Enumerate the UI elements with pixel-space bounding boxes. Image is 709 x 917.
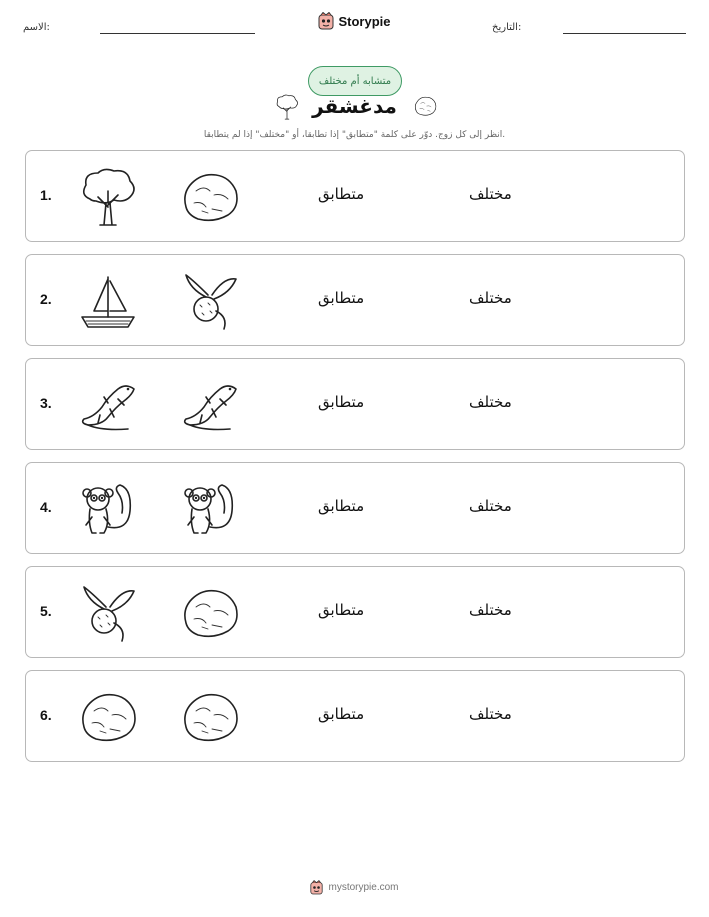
rock-icon <box>180 167 240 227</box>
question-row <box>25 670 685 762</box>
lizard-icon <box>180 375 240 435</box>
different-option[interactable]: مختلف <box>469 289 512 307</box>
lemur-icon <box>78 479 138 539</box>
different-option[interactable]: مختلف <box>469 393 512 411</box>
different-option[interactable]: مختلف <box>469 185 512 203</box>
question-row <box>25 358 685 450</box>
brand-name: Storypie <box>338 13 391 29</box>
lizard-icon <box>78 375 138 435</box>
rock-icon <box>412 92 438 120</box>
lychee-icon <box>78 583 138 643</box>
question-row <box>25 254 685 346</box>
question-row <box>25 566 685 658</box>
date-label: التاريخ: <box>492 22 522 33</box>
question-number: 3. <box>40 395 52 411</box>
same-option[interactable]: متطابق <box>318 393 365 411</box>
storypie-logo-icon <box>318 12 334 30</box>
different-option[interactable]: مختلف <box>469 601 512 619</box>
question-number: 2. <box>40 291 52 307</box>
question-row <box>25 150 685 242</box>
lychee-icon <box>180 271 240 331</box>
same-option[interactable]: متطابق <box>318 497 365 515</box>
rock-icon <box>180 687 240 747</box>
date-line[interactable] <box>563 33 686 34</box>
question-number: 6. <box>40 707 52 723</box>
tree-icon <box>78 167 138 227</box>
different-option[interactable]: مختلف <box>469 497 512 515</box>
same-option[interactable]: متطابق <box>318 601 365 619</box>
same-option[interactable]: متطابق <box>318 185 365 203</box>
different-option[interactable]: مختلف <box>469 705 512 723</box>
question-number: 1. <box>40 187 52 203</box>
same-option[interactable]: متطابق <box>318 705 365 723</box>
sailboat-icon <box>78 271 138 331</box>
same-option[interactable]: متطابق <box>318 289 365 307</box>
name-label: الاسم: <box>23 22 50 33</box>
instructions: انظر إلى كل زوج. دوّر على كلمة "متطابق" إذا تطابقا، أو "مختلف" إذا لم يتطابقا. <box>203 130 506 140</box>
question-row <box>25 462 685 554</box>
worksheet-type-badge: متشابه أم مختلف <box>308 66 402 96</box>
name-line[interactable] <box>100 33 255 34</box>
footer <box>0 880 709 895</box>
title-row <box>0 90 709 126</box>
lemur-icon <box>180 479 240 539</box>
brand-header <box>0 12 709 30</box>
footer-url[interactable]: mystorypie.com <box>328 882 399 893</box>
page-title: مدغشقر <box>312 94 397 118</box>
rock-icon <box>180 583 240 643</box>
rock-icon <box>78 687 138 747</box>
question-number: 5. <box>40 603 52 619</box>
storypie-logo-icon <box>310 880 323 895</box>
question-number: 4. <box>40 499 52 515</box>
